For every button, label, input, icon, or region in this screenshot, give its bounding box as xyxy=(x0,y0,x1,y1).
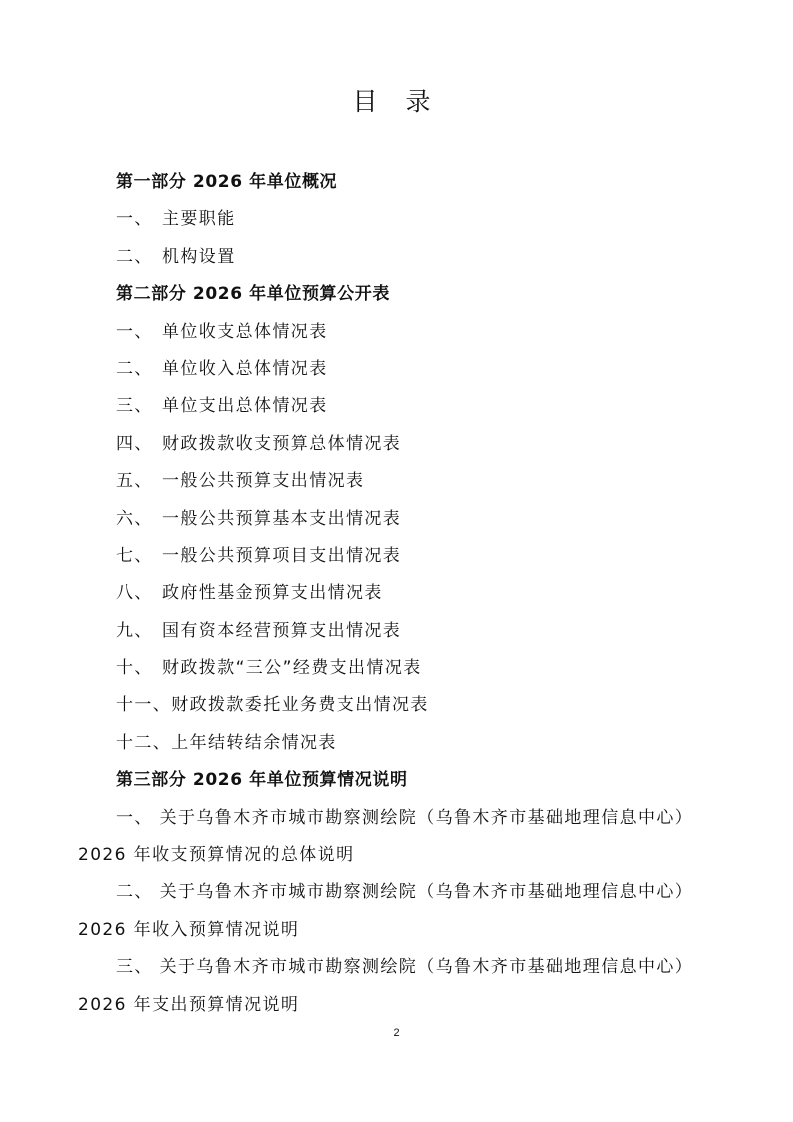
toc-item[interactable] xyxy=(78,426,718,463)
toc-item[interactable] xyxy=(78,239,718,276)
toc-item-label: 一般公共预算项目支出情况表 xyxy=(162,545,402,566)
toc-item[interactable] xyxy=(78,725,718,762)
toc-item-label: 国有资本经营预算支出情况表 xyxy=(162,620,402,641)
toc-item-number: 十、 xyxy=(116,658,153,679)
toc-item-number: 七、 xyxy=(116,545,153,566)
toc-item[interactable] xyxy=(78,388,718,425)
toc-item-number: 五、 xyxy=(116,471,153,492)
toc-item-label: 一般公共预算支出情况表 xyxy=(162,471,365,492)
toc-item-number: 三、 xyxy=(116,396,153,417)
toc-part-heading[interactable]: 第二部分 2026 年单位预算公开表 xyxy=(116,284,390,305)
toc-item-number: 八、 xyxy=(116,583,153,604)
toc-item-label: 主要职能 xyxy=(162,209,236,230)
toc-item-label: 单位收入总体情况表 xyxy=(162,358,328,379)
toc-item-number: 十二、 xyxy=(116,732,172,753)
toc-item-label: 政府性基金预算支出情况表 xyxy=(162,583,383,604)
toc-item[interactable] xyxy=(78,314,718,351)
toc-item-number: 六、 xyxy=(116,508,153,529)
toc-item[interactable] xyxy=(78,575,718,612)
toc-item[interactable] xyxy=(78,613,718,650)
toc-item-number: 二、 xyxy=(116,246,153,267)
toc-item-label: 财政拨款“三公”经费支出情况表 xyxy=(162,658,422,679)
toc-part-heading[interactable]: 第三部分 2026 年单位预算情况说明 xyxy=(116,770,408,791)
toc-item[interactable] xyxy=(78,501,718,538)
toc-item[interactable] xyxy=(78,351,718,388)
toc-item[interactable] xyxy=(78,650,718,687)
toc-paragraph-continuation[interactable]: 2026 年收支预算情况的总体说明 xyxy=(78,845,355,866)
toc-item-number: 四、 xyxy=(116,433,153,454)
toc-paragraph-line[interactable]: 三、 关于乌鲁木齐市城市勘察测绘院（乌鲁木齐市基础地理信息中心） xyxy=(116,957,694,978)
toc-item-number: 一、 xyxy=(116,321,153,342)
toc-item[interactable] xyxy=(78,538,718,575)
page-title: 目 录 xyxy=(352,87,441,116)
toc-item-label: 机构设置 xyxy=(162,246,236,267)
toc-part-heading[interactable]: 第一部分 2026 年单位概况 xyxy=(116,172,338,192)
toc-paragraph-continuation[interactable]: 2026 年收入预算情况说明 xyxy=(78,919,300,940)
toc-paragraph-line[interactable]: 一、 关于乌鲁木齐市城市勘察测绘院（乌鲁木齐市基础地理信息中心） xyxy=(116,807,694,828)
toc-item-number: 二、 xyxy=(116,358,153,379)
toc-item-number: 九、 xyxy=(116,620,153,641)
toc-item-number: 十一、 xyxy=(116,695,172,716)
toc-item-label: 财政拨款委托业务费支出情况表 xyxy=(171,695,429,716)
toc-item-label: 财政拨款收支预算总体情况表 xyxy=(162,433,402,454)
toc-item[interactable] xyxy=(78,201,718,238)
toc-item-label: 单位支出总体情况表 xyxy=(162,396,328,417)
toc-item[interactable] xyxy=(78,463,718,500)
page-number: 2 xyxy=(393,1027,400,1039)
toc-paragraph-line[interactable]: 二、 关于乌鲁木齐市城市勘察测绘院（乌鲁木齐市基础地理信息中心） xyxy=(116,882,694,903)
toc-item[interactable] xyxy=(78,687,718,724)
toc-item-number: 一、 xyxy=(116,209,153,230)
toc-item-label: 一般公共预算基本支出情况表 xyxy=(162,508,402,529)
toc-paragraph-continuation[interactable]: 2026 年支出预算情况说明 xyxy=(78,994,300,1015)
toc-item-label: 上年结转结余情况表 xyxy=(171,732,337,753)
toc-item-label: 单位收支总体情况表 xyxy=(162,321,328,342)
table-of-contents xyxy=(78,164,718,1024)
